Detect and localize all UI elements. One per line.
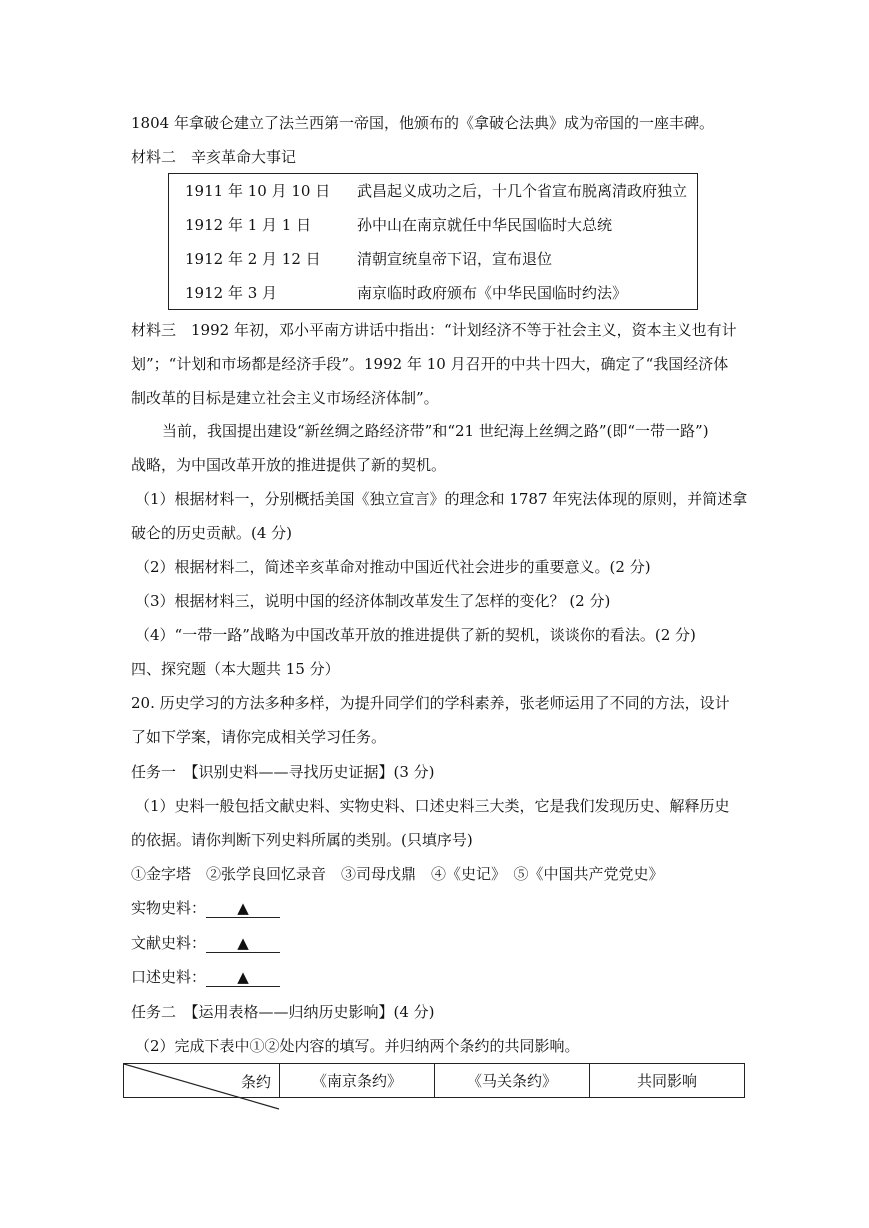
answer-blank[interactable]: ▲ <box>206 934 280 953</box>
section4-heading: 四、探究题（本大题共 15 分） <box>131 660 340 678</box>
material3-line: 划”；“计划和市场都是经济手段”。1992 年 10 月召开的中共十四大，确定了“我国经济体 <box>131 355 729 373</box>
answer-blank-row <box>131 933 280 953</box>
q20-line: 20. 历史学习的方法多种多样，为提升同学们的学科素养，张老师运用了不同的方法，设计 <box>131 694 730 712</box>
material3-line: 材料三 1992 年初，邓小平南方讲话中指出：“计划经济不等于社会主义，资本主义也有计 <box>131 321 737 339</box>
task1-sub-line: 的依据。请你判断下列史料所属的类别。(只填序号) <box>131 831 473 849</box>
blank-label: 口述史料： <box>131 968 207 986</box>
event-date: 1912 年 2 月 12 日 <box>185 250 321 268</box>
event-date: 1911 年 10 月 10 日 <box>185 182 331 200</box>
table-header-cell: 《马关条约》 <box>435 1064 590 1098</box>
material3-para2-line: 当前，我国提出建设“新丝绸之路经济带”和“21 世纪海上丝绸之路”(即“一带一路”) <box>162 422 709 440</box>
task1-sub-line: （1）史料一般包括文献史料、实物史料、口述史料三大类，它是我们发现历史、解释历史 <box>135 797 730 815</box>
material2-heading: 材料二 辛亥革命大事记 <box>131 148 297 166</box>
corner-label: 条约 <box>240 1073 271 1091</box>
q20-line: 了如下学案，请你完成相关学习任务。 <box>131 728 387 746</box>
material3-line: 制改革的目标是建立社会主义市场经济体制”。 <box>131 389 439 407</box>
event-date: 1912 年 1 月 1 日 <box>185 216 312 234</box>
event-text: 孙中山在南京就任中华民国临时大总统 <box>357 216 613 234</box>
table-header-cell: 共同影响 <box>590 1064 745 1098</box>
intro-line: 1804 年拿破仑建立了法兰西第一帝国，他颁布的《拿破仑法典》成为帝国的一座丰碑。 <box>131 114 714 132</box>
task1-options: ①金字塔 ②张学良回忆录音 ③司母戊鼎 ④《史记》 ⑤《中国共产党党史》 <box>131 865 664 883</box>
task1-title: 任务一 【识别史料——寻找历史证据】(3 分) <box>131 763 435 781</box>
task2-title: 任务二 【运用表格——归纳历史影响】(4 分) <box>131 1003 435 1021</box>
answer-blank-row <box>131 898 280 918</box>
table-header-cell: 《南京条约》 <box>280 1064 435 1098</box>
corner-diagonal-line <box>123 1063 283 1113</box>
question-1-line: （1）根据材料一，分别概括美国《独立宣言》的理念和 1787 年宪法体现的原则，并简述拿 <box>135 490 748 508</box>
question-2: （2）根据材料二，简述辛亥革命对推动中国近代社会进步的重要意义。(2 分) <box>135 558 651 576</box>
question-1-line: 破仑的历史贡献。(4 分) <box>131 524 293 542</box>
event-text: 武昌起义成功之后，十几个省宣布脱离清政府独立 <box>357 182 688 200</box>
material3-para2-line: 战略，为中国改革开放的推进提供了新的契机。 <box>131 456 447 474</box>
question-4: （4）“一带一路”战略为中国改革开放的推进提供了新的契机，谈谈你的看法。(2 分) <box>135 626 696 644</box>
blank-label: 文献史料： <box>131 934 207 952</box>
events-box <box>168 173 698 310</box>
question-3: （3）根据材料三，说明中国的经济体制改革发生了怎样的变化？ (2 分) <box>135 592 611 610</box>
event-text: 清朝宣统皇帝下诏，宣布退位 <box>357 250 553 268</box>
answer-blank-row <box>131 967 280 987</box>
blank-label: 实物史料： <box>131 899 207 917</box>
event-date: 1912 年 3 月 <box>185 284 278 302</box>
answer-blank[interactable]: ▲ <box>206 899 280 918</box>
answer-blank[interactable]: ▲ <box>206 968 280 987</box>
event-text: 南京临时政府颁布《中华民国临时约法》 <box>357 284 628 302</box>
task2-sub: （2）完成下表中①②处内容的填写。并归纳两个条约的共同影响。 <box>135 1037 580 1055</box>
